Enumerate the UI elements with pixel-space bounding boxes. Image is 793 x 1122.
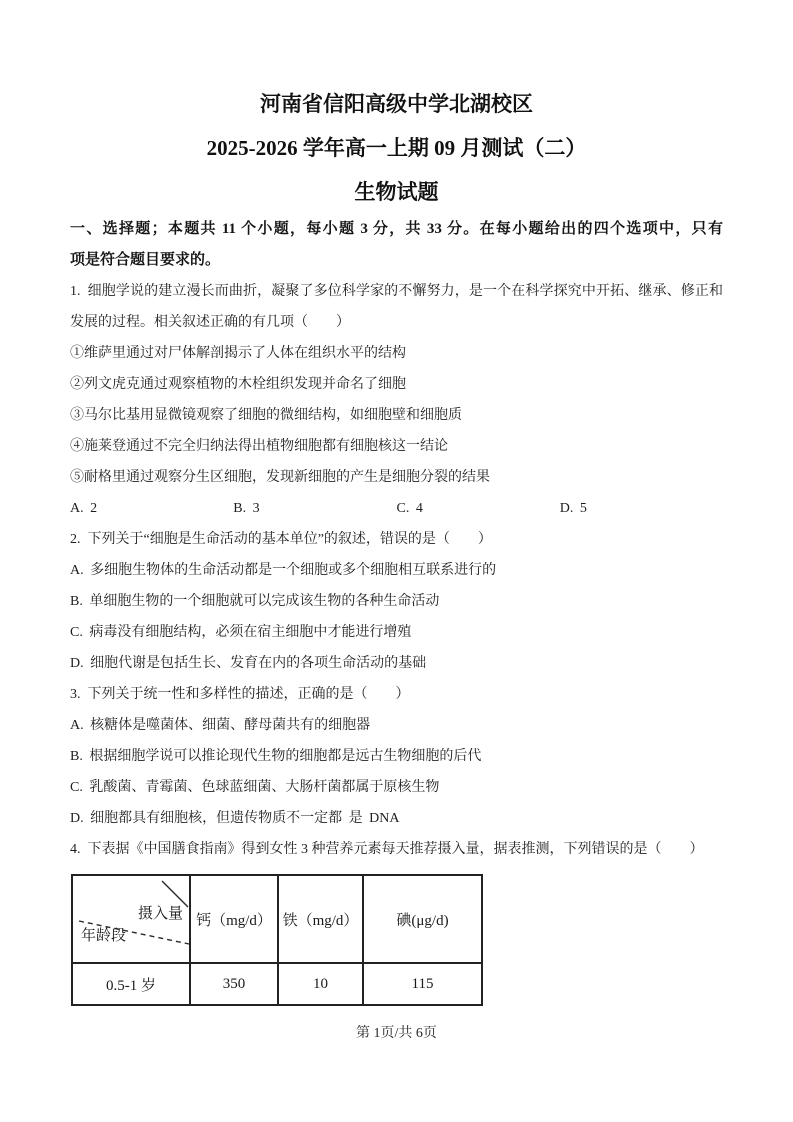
question-1-item-1: ①维萨里通过对尸体解剖揭示了人体在组织水平的结构 — [70, 346, 406, 361]
page-footer: 第 1页/共 6页 — [356, 1026, 437, 1041]
question-4-stem-text: 下表据《中国膳食指南》得到女性 3 种营养元素每天推荐摄入量，据表推测，下列错误的是（ ） — [87, 842, 704, 857]
calcium-value-cell: 350 — [190, 963, 278, 1005]
iodine-value-cell: 115 — [363, 963, 482, 1005]
nutrition-intake-table — [71, 874, 483, 1006]
table-header-row — [72, 875, 482, 963]
question-3-option-b: B. 根据细胞学说可以推论现代生物的细胞都是远古生物细胞的后代 — [70, 749, 482, 764]
question-1-stem-text: 细胞学说的建立漫长而曲折，凝聚了多位科学家的不懈努力，是一个在科学探究中开拓、继承、修正和 — [87, 284, 723, 299]
section-heading-line-1: 一、选择题；本题共 11 个小题，每小题 3 分，共 33 分。在每小题给出的四个选项中，只有 — [70, 221, 723, 237]
question-1-item-4: ④施莱登通过不完全归纳法得出植物细胞都有细胞核这一结论 — [70, 439, 448, 454]
exam-session-title: 2025-2026 学年高一上期 09 月测试（二） — [206, 136, 587, 160]
question-3-option-c: C. 乳酸菌、青霉菌、色球蓝细菌、大肠杆菌都属于原核生物 — [70, 780, 440, 795]
question-3 — [70, 679, 723, 834]
question-1-item-2: ②列文虎克通过观察植物的木栓组织发现并命名了细胞 — [70, 377, 406, 392]
question-1-option-d: D. 5 — [559, 501, 587, 516]
question-3-stem-text: 下列关于统一性和多样性的描述，正确的是（ ） — [87, 687, 410, 702]
table-row — [72, 963, 482, 1005]
question-1-option-c: C. 4 — [396, 501, 423, 516]
question-4-number: 4. — [70, 842, 81, 857]
section-heading-line-2: 项是符合题目要求的。 — [70, 252, 221, 268]
question-4-stem — [70, 834, 723, 865]
question-3-option-d: D. 细胞都具有细胞核，但遗传物质不一定都 是 DNA — [70, 811, 400, 826]
table-corner-cell — [72, 875, 190, 963]
page-content — [70, 82, 723, 1006]
question-3-stem — [70, 679, 723, 710]
question-1-option-b: B. 3 — [233, 501, 260, 516]
corner-label-age-group: 年龄段 — [81, 928, 127, 944]
question-2-number: 2. — [70, 532, 81, 547]
question-3-number: 3. — [70, 687, 81, 702]
question-2-option-a: A. 多细胞生物体的生命活动都是一个细胞或多个细胞相互联系进行的 — [70, 563, 497, 578]
question-1 — [70, 276, 723, 524]
question-2-stem-text: 下列关于“细胞是生命活动的基本单位”的叙述，错误的是（ ） — [87, 532, 492, 547]
subject-title: 生物试题 — [354, 180, 439, 204]
question-2-option-b: B. 单细胞生物的一个细胞就可以完成该生物的各种生命活动 — [70, 594, 440, 609]
age-range-cell: 0.5-1 岁 — [72, 963, 190, 1005]
question-2-option-c: C. 病毒没有细胞结构，必须在宿主细胞中才能进行增殖 — [70, 625, 412, 640]
question-1-item-5: ⑤耐格里通过观察分生区细胞，发现新细胞的产生是细胞分裂的结果 — [70, 470, 490, 485]
question-3-option-a: A. 核糖体是噬菌体、细菌、酵母菌共有的细胞器 — [70, 718, 371, 733]
question-2-option-d: D. 细胞代谢是包括生长、发育在内的各项生命活动的基础 — [70, 656, 427, 671]
question-2 — [70, 524, 723, 679]
column-header-iodine: 碘(μg/d) — [363, 875, 482, 963]
question-1-option-a: A. 2 — [70, 501, 98, 516]
question-1-item-3: ③马尔比基用显微镜观察了细胞的微细结构，如细胞壁和细胞质 — [70, 408, 462, 423]
question-1-number: 1. — [70, 284, 81, 299]
corner-label-intake: 摄入量 — [137, 906, 183, 922]
iron-value-cell: 10 — [278, 963, 363, 1005]
question-2-stem — [70, 524, 723, 555]
question-1-stem-line-2: 发展的过程。相关叙述正确的有几项（ ） — [70, 315, 350, 330]
question-1-stem-line-1 — [70, 276, 723, 307]
column-header-calcium: 钙（mg/d） — [190, 875, 278, 963]
school-title: 河南省信阳高级中学北湖校区 — [260, 92, 533, 116]
question-4 — [70, 834, 723, 1006]
column-header-iron: 铁（mg/d） — [278, 875, 363, 963]
question-1-options — [70, 493, 723, 524]
